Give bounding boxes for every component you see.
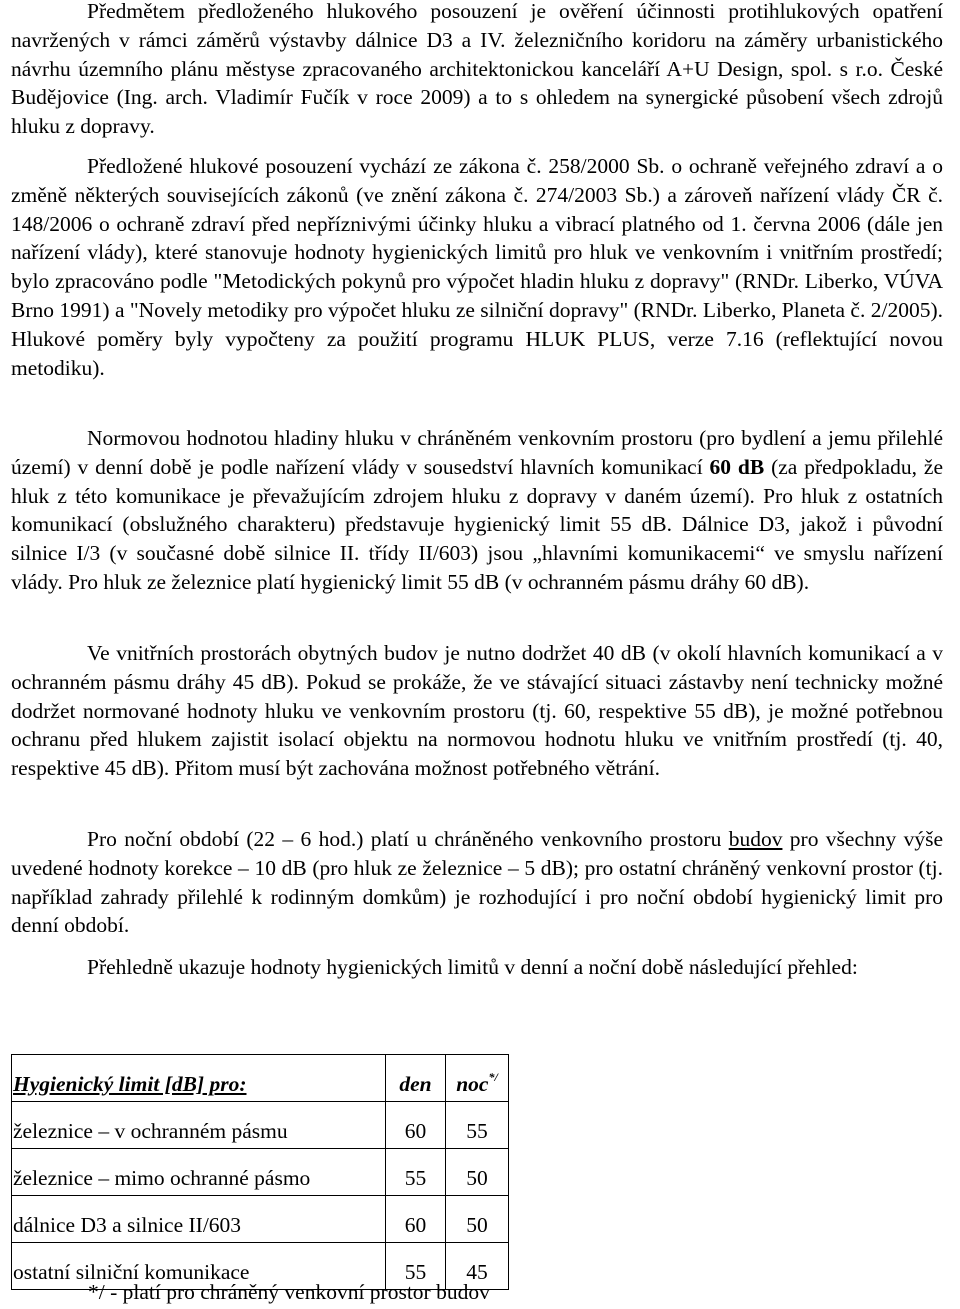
word-budov: budov (728, 827, 783, 851)
night-footnote-mark: */ (488, 1070, 498, 1084)
row-night-value: 50 (446, 1149, 509, 1196)
row-day-value: 55 (386, 1149, 446, 1196)
table-header-row (12, 1055, 509, 1102)
table-row (12, 1149, 509, 1196)
hygienic-limits-table (11, 1054, 509, 1290)
row-day-value: 60 (386, 1102, 446, 1149)
row-night-value: 55 (446, 1102, 509, 1149)
paragraph-subject: Předmětem předloženého hlukového posouzení je ověření účinnosti protihlukových opatření navržených v rámci záměrů výstavby dálnice D3 a IV. železničního koridoru na záměry urbanistického návrhu územního plánu městyse zpracovaného architektonickou kanceláří A+U Design, spol. s r.o. České Budějovice (Ing. arch. Vladimír Fučík v roce 2009) a to s ohledem na synergické působení všech zdrojů hluku z dopravy. (11, 0, 943, 139)
table-row (12, 1196, 509, 1243)
table-footnote: */ - platí pro chráněný venkovní prostor budov (88, 1280, 490, 1304)
paragraph-outdoor-limits: Normovou hodnotou hladiny hluku v chráněném venkovním prostoru (pro bydlení a jemu přilehlé území) v denní době je podle nařízení vlády v sousedství hlavních komunikací 60 dB (za předpokladu, že hluk z této komunikace je převažujícím zdrojem hluku z dopravy v daném území). Pro hluk z ostatních komunikací (obslužného charakteru) představuje hygienický limit 55 dB. Dálnice D3, jakož i původní silnice I/3 (v současné době silnice II. třídy II/603) jsou „hlavními komunikacemi“ ve smyslu nařízení vlády. Pro hluk ze železnice platí hygienický limit 55 dB (v ochranném pásmu dráhy 60 dB). (11, 426, 943, 594)
header-night: noc*/ (446, 1055, 509, 1102)
paragraph-night-period: Pro noční období (22 – 6 hod.) platí u chráněného venkovního prostoru budov pro všechny výše uvedené hodnoty korekce – 10 dB (pro hluk ze železnice – 5 dB); pro ostatní chráněný venkovní prostor (tj. například zahrady přilehlé k rodinným domkům) je rozhodující i pro noční období hygienický limit pro denní období. (11, 827, 944, 938)
row-label: dálnice D3 a silnice II/603 (12, 1196, 386, 1243)
row-day-value: 55 (386, 1243, 446, 1290)
row-night-value: 50 (446, 1196, 509, 1243)
table-row (12, 1102, 509, 1149)
header-day: den (386, 1055, 446, 1102)
paragraph-overview-intro: Přehledně ukazuje hodnoty hygienických limitů v denní a noční době následující přehled: (87, 955, 858, 979)
row-label: ostatní silniční komunikace (12, 1243, 386, 1290)
row-label: železnice – v ochranném pásmu (12, 1102, 386, 1149)
row-night-value: 45 (446, 1243, 509, 1290)
row-day-value: 60 (386, 1196, 446, 1243)
paragraph-indoor-limits: Ve vnitřních prostorách obytných budov je nutno dodržet 40 dB (v okolí hlavních komunikací a v ochranném pásmu dráhy 45 dB). Pokud se prokáže, že ve stávající situaci zástavby není technicky možné dodržet normované hodnoty hluku ve venkovním prostoru (tj. 60, respektive 55 dB), je možné potřebnou ochranu před hlukem zajistit isolací objektu na normovou hodnotu hluku ve vnitřním prostředí (tj. 40, respektive 45 dB). Přitom musí být zachována možnost potřebného větrání. (11, 641, 943, 781)
row-label: železnice – mimo ochranné pásmo (12, 1149, 386, 1196)
header-label: Hygienický limit [dB] pro: (12, 1055, 386, 1102)
paragraph-legal-basis: Předložené hlukové posouzení vychází ze zákona č. 258/2000 Sb. o ochraně veřejného zdraví a o změně některých souvisejících zákonů (ve znění zákona č. 274/2003 Sb.) a zároveň nařízení vlády ČR č. 148/2006 o ochraně zdraví před nepříznivými účinky hluku a vibrací platného od 1. června 2006 (dále jen nařízení vlády), které stanovuje hodnoty hygienických limitů pro hluk ve venkovním i vnitřním prostředí; bylo zpracováno podle "Metodických pokynů pro výpočet hladin hluku z dopravy" (RNDr. Liberko, VÚVA Brno 1991) a "Novely metodiky pro výpočet hluku ze silniční dopravy" (RNDr. Liberko, Planeta č. 2/2005). Hlukové poměry byly vypočteny za použití programu HLUK PLUS, verze 7.16 (reflektující novou metodiku). (11, 154, 943, 380)
limit-60db: 60 dB (709, 454, 765, 479)
